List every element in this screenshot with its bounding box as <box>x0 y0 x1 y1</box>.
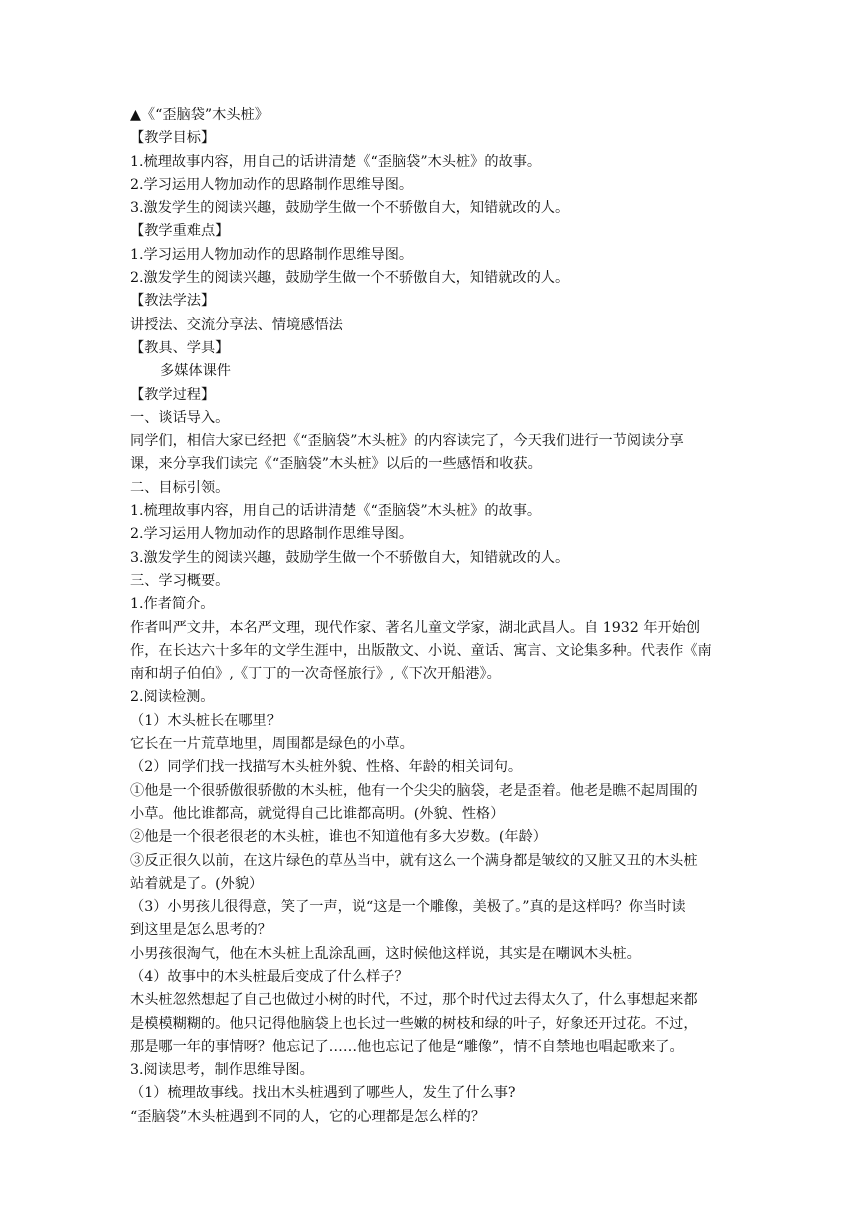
text-line: 1.梳理故事内容，用自己的话讲清楚《“歪脑袋”木头桩》的故事。 <box>130 503 542 520</box>
text-line: ▲《“歪脑袋”木头桩》 <box>130 107 269 123</box>
text-line: “歪脑袋”木头桩遇到不同的人，它的心理都是怎么样的？ <box>130 1108 486 1125</box>
text-line: 3.激发学生的阅读兴趣，鼓励学生做一个不骄傲自大，知错就改的人。 <box>130 549 570 566</box>
text-line: （1）梳理故事线。找出木头桩遇到了哪些人，发生了什么事? <box>130 1085 516 1102</box>
text-line: （3）小男孩儿很得意，笑了一声，说“这是一个雕像，美极了。”真的是这样吗？你当时读 <box>130 899 686 916</box>
text-line: 木头桩忽然想起了自己也做过小树的时代，不过，那个时代过去得太久了，什么事想起来都 <box>130 992 698 1009</box>
text-line: 作，在长达六十多年的文学生涯中，出版散文、小说、童话、寓言、文论集多种。代表作《南 <box>130 642 712 659</box>
text-line: 作者叫严文井，本名严文理，现代作家、著名儿童文学家，湖北武昌人。自 1932 年开始创 <box>130 619 701 636</box>
text-line: 同学们，相信大家已经把《“歪脑袋”木头桩》的内容读完了，今天我们进行一节阅读分享 <box>130 433 684 450</box>
text-line: 2.学习运用人物加动作的思路制作思维导图。 <box>130 526 414 543</box>
text-line: 三、学习概要。 <box>130 572 230 589</box>
text-line: 它长在一片荒草地里，周围都是绿色的小草。 <box>130 736 414 753</box>
document-body <box>130 104 740 1129</box>
text-line: （4）故事中的木头桩最后变成了什么样子？ <box>130 968 409 985</box>
text-line: 【教学目标】 <box>130 130 216 147</box>
text-line: ②他是一个很老很老的木头桩，谁也不知道他有多大岁数。(年龄） <box>130 829 547 846</box>
text-line: 1.梳理故事内容，用自己的话讲清楚《“歪脑袋”木头桩》的故事。 <box>130 153 542 170</box>
text-line: 讲授法、交流分享法、情境感悟法 <box>130 316 343 333</box>
text-line: 小草。他比谁都高，就觉得自己比谁都高明。(外貌、性格） <box>130 805 505 822</box>
text-line: 1.学习运用人物加动作的思路制作思维导图。 <box>130 246 414 263</box>
text-line: 2.学习运用人物加动作的思路制作思维导图。 <box>130 176 414 193</box>
text-line: 二、目标引领。 <box>130 479 230 496</box>
text-line: 2.阅读检测。 <box>130 689 215 706</box>
text-line: 1.作者简介。 <box>130 596 215 613</box>
text-line: 一、谈话导入。 <box>130 409 230 426</box>
text-line: 站着就是了。(外貌） <box>130 875 264 892</box>
text-line: 【教学重难点】 <box>130 223 230 240</box>
text-line: 3.阅读思考，制作思维导图。 <box>130 1062 314 1079</box>
text-line: ③反正很久以前，在这片绿色的草丛当中，就有这么一个满身都是皱纹的又脏又丑的木头桩 <box>130 852 698 869</box>
text-line: （2）同学们找一找描写木头桩外貌、性格、年龄的相关词句。 <box>130 759 523 776</box>
text-line: （1）木头桩长在哪里？ <box>130 712 281 729</box>
text-line: 那是哪一年的事情呀？他忘记了……他也忘记了他是“雕像”，情不自禁地也唱起歌来了。 <box>130 1038 684 1055</box>
text-line: 是模模糊糊的。他只记得他脑袋上也长过一些嫩的树枝和绿的叶子，好象还开过花。不过， <box>130 1015 698 1032</box>
text-line: 到这里是怎么思考的？ <box>130 922 272 939</box>
text-line: 【教法学法】 <box>130 293 216 310</box>
text-line: 3.激发学生的阅读兴趣，鼓励学生做一个不骄傲自大，知错就改的人。 <box>130 200 570 217</box>
text-line: 【教具、学具】 <box>130 339 230 356</box>
text-line: 【教学过程】 <box>130 386 216 403</box>
text-line: 南和胡子伯伯》,《丁丁的一次奇怪旅行》,《下次开船港》。 <box>130 666 501 683</box>
text-line: 课，来分享我们读完《“歪脑袋”木头桩》以后的一些感悟和收获。 <box>130 456 542 473</box>
text-line: 2.激发学生的阅读兴趣，鼓励学生做一个不骄傲自大，知错就改的人。 <box>130 270 570 287</box>
text-line: 多媒体课件 <box>160 363 231 380</box>
text-line: ①他是一个很骄傲很骄傲的木头桩，他有一个尖尖的脑袋，老是歪着。他老是瞧不起周围的 <box>130 782 698 799</box>
text-line: 小男孩很淘气，他在木头桩上乱涂乱画，这时候他这样说，其实是在嘲讽木头桩。 <box>130 945 641 962</box>
